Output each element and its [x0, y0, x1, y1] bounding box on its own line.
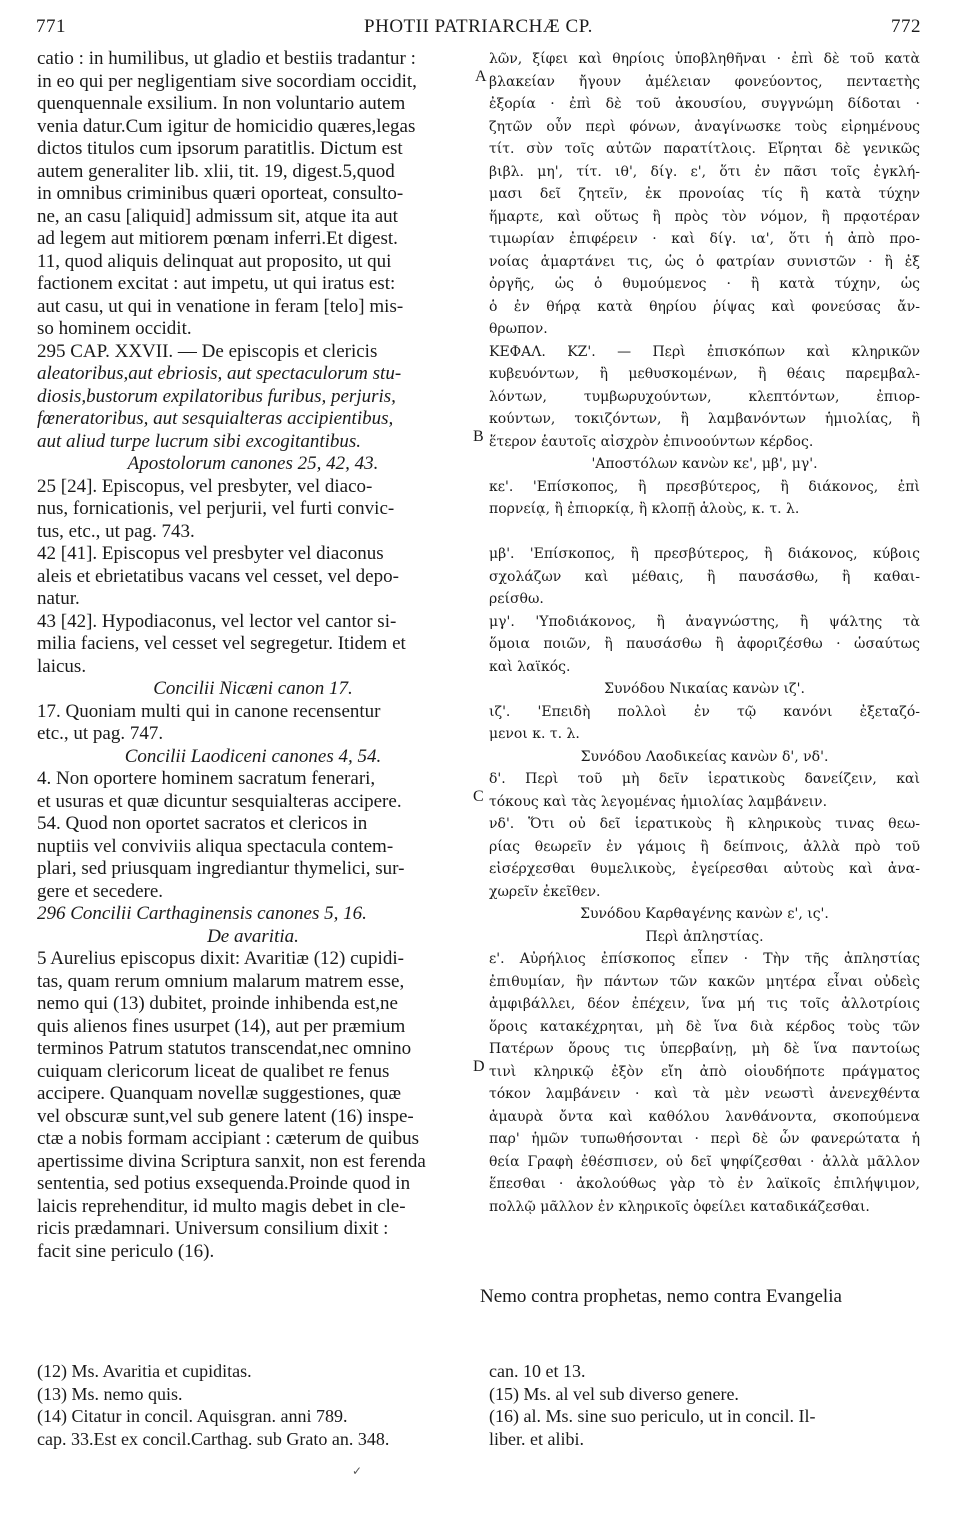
greek-line: ἕτερον ἑαυτοῖς αἰσχρὸν ἐπινοούντων κέρδος.	[489, 433, 814, 450]
greek-line: ΚΕΦΑΛ. ΚΖ'. — Περὶ ἐπισκόπων καὶ κληρικῶν	[489, 343, 920, 360]
greek-line: τόκον λαμβάνειν · καὶ τὰ μὲν νεωστὶ ἀνενεχθέντα	[489, 1086, 920, 1102]
greek-line: βλακείαν ἤγουν ἀμέλειαν φονεύοντος, πενταετὴς	[489, 73, 920, 90]
latin-line: 295 CAP. XXVII. — De episcopis et clericis	[37, 340, 378, 362]
greek-line: ρίας θεωρεῖν ἐν γάμοις ἢ δείπνοις, ἀλλὰ πρὸ τοῦ	[489, 838, 920, 855]
greek-line: 'Αποστόλων κανὼν κε', μβ', μγ'.	[591, 456, 818, 472]
latin-line: venia datur.Cum igitur de homicidio quæres,legas	[37, 115, 416, 137]
latin-line: Concilii Laodiceni canones 4, 54.	[124, 745, 382, 767]
greek-line: λῶν, ξίφει καὶ θηρίοις ὑποβληθῆναι · ἐπὶ δὲ τοῦ κατὰ	[489, 51, 920, 67]
greek-line: ὀργῆς, ὡς ὁ θυμούμενος · ἢ κατὰ τύχην, ὡς	[489, 276, 920, 292]
latin-line: aut casu, ut qui in venatione in feram [telo] mis-	[37, 295, 404, 317]
latin-line: 54. Quod non oportet sacratos et clericos in	[37, 813, 368, 834]
greek-line: κε'. 'Επίσκοπος, ἢ πρεσβύτερος, ἢ διάκονος, ἐπὶ	[489, 478, 920, 495]
latin-line: 296 Concilii Carthaginensis canones 5, 16.	[37, 903, 367, 924]
latin-line: accipere. Quanquam novellæ suggestiones, quæ	[37, 1083, 402, 1104]
greek-line: βιβλ. μη', τίτ. ιθ', δίγ. ε', ὅτι ἐν πᾶσι τοῖς ἐγκλή-	[489, 163, 920, 180]
latin-line: laicis reprehenditur, id multo magis debet in cle-	[37, 1195, 406, 1217]
latin-line: aleis et ebrietatibus vacans vel cesset, vel depo-	[37, 565, 399, 587]
latin-line: gere et secedere.	[37, 880, 164, 902]
footnote-line: (15) Ms. al vel sub diverso genere.	[489, 1383, 739, 1404]
greek-line: τιμωρίαν ἐπιφέρειν · καὶ δίγ. ια', ὅτι ἡ ἀπὸ προ-	[489, 231, 920, 247]
greek-line: ἐπιθυμίαν, ἣν πάντων τῶν κακῶν μητέρα εἶναι οὐδεὶς	[489, 973, 920, 990]
latin-line: 11, quod aliquis delinquat aut proposito, ut qui	[37, 250, 392, 272]
column-marker-c: C	[473, 788, 484, 805]
greek-line: μβ'. 'Επίσκοπος, ἢ πρεσβύτερος, ἢ διάκονος, κύβοις	[489, 546, 920, 562]
latin-line: 17. Quoniam multi qui in canone recensentur	[37, 700, 381, 722]
greek-line: Περὶ ἀπληστίας.	[645, 928, 764, 945]
latin-line: quis alienos fines usurpet (14), aut per præmium	[37, 1015, 406, 1037]
greek-line: τόκους καὶ τὰς λεγομένας ἡμιολίας λαμβάνειν.	[489, 793, 828, 810]
latin-line: cuiquam clericorum liceat de qualibet re fenus	[37, 1060, 390, 1082]
latin-line: catio : in humilibus, ut gladio et bestiis tradantur :	[37, 48, 416, 69]
footnotes-left	[37, 1360, 467, 1450]
latin-line: ad legem aut mitiorem pœnam inferri.Et digest.	[37, 228, 398, 249]
latin-line: apertissime divina Scriptura sanxit, non est ferenda	[37, 1150, 426, 1172]
latin-line: 42 [41]. Episcopus vel presbyter vel diaconus	[37, 543, 384, 564]
greek-line: ε'. Αὐρήλιος ἐπίσκοπος εἶπεν · Τὴν τῆς ἀπληστίας	[489, 951, 920, 967]
latin-line: vel obscuræ sunt,vel sub genere latent (16) inspe-	[37, 1105, 414, 1127]
column-marker-b: B	[473, 428, 484, 445]
footnote-line: (16) al. Ms. sine suo periculo, ut in concil. Il-	[489, 1406, 816, 1426]
footnote-line: (12) Ms. Avaritia et cupiditas.	[37, 1361, 252, 1381]
greek-line: ὅμοια ποιῶν, ἢ παυσάσθω ἢ ἀφοριζέσθω · ὡσαύτως	[489, 636, 920, 652]
greek-line: πολλῷ μᾶλλον ἐν κληρικοῖς ὀφείλει καταδικάζεσθαι.	[489, 1198, 870, 1215]
latin-line: plari, sed priusquam ingrediantur thymelici, sur-	[37, 858, 405, 879]
latin-column	[37, 48, 469, 1263]
latin-line: 5 Aurelius episcopus dixit: Avaritiæ (12) cupidi-	[37, 948, 404, 969]
latin-line: etc., ut pag. 747.	[37, 723, 164, 744]
footnote-line: (13) Ms. nemo quis.	[37, 1383, 183, 1404]
greek-line: δ'. Περὶ τοῦ μὴ δεῖν ἱερατικοὺς δανείζειν, καὶ	[489, 771, 920, 787]
running-header	[36, 16, 921, 46]
greek-line: ιζ'. 'Επειδὴ πολλοὶ ἐν τῷ κανόνι ἐξεταζό-	[489, 703, 920, 720]
greek-line: Συνόδου Νικαίας κανὼν ιζ'.	[604, 681, 805, 697]
greek-line: κυβευόντων, ἢ μεθυσκομένων, ἢ θέαις παρεμβαλ-	[489, 366, 920, 382]
greek-line: κούντων, τοκιζόντων, ἢ λαμβανόντων ἡμιολίας, ἢ	[489, 411, 920, 427]
greek-line: πορνείᾳ, ἢ ἐπιορκίᾳ, ἢ κλοπῇ ἁλοὺς, κ. τ. λ.	[489, 501, 800, 517]
latin-line: aut aliud turpe lucrum sibi excogitantibus.	[37, 430, 362, 452]
running-title: PHOTII PATRIARCHÆ CP.	[364, 16, 593, 37]
greek-line: ὅροις κατακέχρηται, μὴ δὲ ἵνα διὰ κέρδος τοὺς τῶν	[489, 1018, 920, 1035]
left-page-number: 771	[36, 16, 66, 37]
footnote-line: can. 10 et 13.	[489, 1361, 586, 1381]
greek-line: τίτ. σὺν τοῖς αὐτῶν παρατίτλοις. Εἴρηται δὲ γενικῶς	[489, 141, 920, 157]
latin-line: natur.	[37, 588, 80, 609]
footnote-line: liber. et alibi.	[489, 1428, 584, 1449]
greek-line: Πατέρων ὅρους τις ὑπερβαίνῃ, μὴ δὲ ἵνα παντοίως	[489, 1041, 920, 1057]
latin-line: diosis,bustorum expilatoribus furibus, perjuris,	[37, 385, 396, 407]
greek-line: ρείσθω.	[489, 591, 544, 607]
latin-line: so hominem occidit.	[37, 318, 192, 339]
greek-line: μγ'. 'Υποδιάκονος, ἢ ἀναγνώστης, ἢ ψάλτης τὰ	[489, 613, 920, 630]
footnotes-right	[489, 1360, 919, 1450]
latin-line: nuptiis vel conviviis aliqua spectacula contem-	[37, 835, 394, 857]
column-marker-a: A	[475, 68, 487, 85]
column-marker-d: D	[473, 1058, 485, 1075]
latin-line: ricis prædamnari. Universum consilium dixit :	[37, 1218, 389, 1239]
greek-line: καὶ λαϊκός.	[489, 658, 571, 675]
greek-line: ἐξορία · ἐπὶ δὲ τοῦ ἀκουσίου, συγγνώμη δίδοται ·	[489, 96, 920, 112]
latin-line: milia faciens, vel cesset vel segregetur. Itidem et	[37, 633, 406, 654]
latin-line: 25 [24]. Episcopus, vel presbyter, vel diaco-	[37, 475, 373, 497]
latin-line: et usuras et quæ dicuntur sesquialteras accipere.	[37, 790, 402, 812]
greek-line: σχολάζων καὶ μέθαις, ἢ παυσάσθω, ἢ καθαι-	[489, 568, 920, 585]
greek-line: Συνόδου Λαοδικείας κανὼν δ', νδ'.	[580, 748, 829, 765]
stray-mark: ✓	[352, 1464, 363, 1478]
greek-line: ζητῶν οὖν περὶ φόνων, ἀναγίνωσκε τοὺς εἰρημένους	[489, 118, 920, 135]
greek-column	[489, 48, 920, 1218]
greek-line: μασι δεῖ ζητεῖν, ἐκ προνοίας τίς ἢ κατὰ τύχην	[489, 186, 920, 202]
greek-line: λόντων, τυμβωρυχούντων, κλεπτόντων, ἐπιορ-	[489, 388, 920, 405]
greek-line: ἕπεσθαι · ἀκολούθως γὰρ τὸ ἐν λαϊκοῖς ἐπιλήψιμον,	[489, 1176, 920, 1192]
greek-line: εἰσέρχεσθαι θυμελικοὺς, ἐγείρεσθαι αὐτοὺς καὶ ἀνα-	[489, 861, 920, 877]
latin-line: tas, quam rerum omnium malarum matrem esse,	[37, 970, 405, 992]
greek-line: νοίας ἁμαρτάνει τις, ὡς ὁ φατρίαν συνιστῶν · ἢ ἐξ	[489, 253, 920, 270]
footnote-line: (14) Citatur in concil. Aquisgran. anni 789.	[37, 1406, 348, 1426]
greek-line: ὁ ἐν θήρᾳ κατὰ θηρίου ῥίψας καὶ φονεύσας ἄν-	[489, 298, 920, 315]
latin-line: fœneratoribus, aut sesquialteras accipientibus,	[37, 408, 394, 429]
greek-line: χωρεῖν ἐκεῖθεν.	[489, 883, 601, 900]
latin-line: terminos Patrum statutos transcendat,nec omnino	[37, 1038, 412, 1059]
latin-line: 43 [42]. Hypodiaconus, vel lector vel cantor si-	[37, 610, 397, 632]
greek-line: ἥμαρτε, καὶ οὕτως ἢ πρὸς τὸν νόμον, ἢ πρᾳοτέραν	[489, 208, 920, 225]
latin-line: autem generaliter lib. xlii, tit. 19, digest.5,quod	[37, 160, 395, 182]
greek-line: μενοι κ. τ. λ.	[489, 726, 580, 742]
greek-line: ἀμαυρὰ ὄντα καὶ καθόλου λανθάνοντα, σκοπούμενα	[489, 1108, 920, 1125]
greek-line: Συνόδου Καρθαγένης κανὼν ε', ις'.	[580, 906, 829, 922]
latin-line: in omnibus criminibus quæri oporteat, consulto-	[37, 183, 404, 204]
latin-line: Apostolorum canones 25, 42, 43.	[127, 453, 379, 474]
latin-line: factionem excitat : aut impetu, ut qui iratus est:	[37, 273, 396, 294]
latin-line: sententia, sed potius exsequenda.Proinde quod in	[37, 1173, 411, 1194]
greek-line: τινὶ κληρικῷ ἐξὸν εἴη ἀπὸ οἱουδήποτε πράγματος	[489, 1063, 920, 1080]
greek-line: παρ' ἡμῶν τυπωθήσονται · περὶ δὲ ὧν φανερώτατα ἡ	[489, 1131, 920, 1147]
latin-line: De avaritia.	[207, 925, 299, 947]
latin-line: in eo qui per negligentiam sive socordiam occidit,	[37, 70, 417, 92]
greek-line: ἀμφιβάλλει, δέον ἐπέχειν, ἵνα μή τις τοῖς ἀλλοτρίοις	[489, 996, 920, 1012]
latin-line: tus, etc., ut pag. 743.	[37, 520, 195, 542]
latin-line: facit sine periculo (16).	[37, 1240, 215, 1262]
latin-line: nus, fornicationis, vel perjurii, vel furti convic-	[37, 498, 395, 519]
latin-line: quenquennale exsilium. In non voluntario autem	[37, 93, 406, 114]
greek-line: θρωπον.	[489, 321, 548, 337]
right-page-number: 772	[891, 16, 921, 37]
footnote-line: cap. 33.Est ex concil.Carthag. sub Grato an. 348.	[37, 1428, 390, 1449]
latin-line: 4. Non oportere hominem sacratum fenerari,	[37, 768, 376, 789]
greek-line: νδ'. Ὅτι οὐ δεῖ ἱερατικοὺς ἢ κληρικοὺς τινας θεω-	[489, 816, 920, 832]
greek-line: θεία Γραφὴ ἐθέσπισεν, οὐ δεῖ ψηφίζεσθαι · ἀλλὰ μᾶλλον	[489, 1153, 920, 1170]
latin-line: laicus.	[37, 655, 87, 677]
latin-line: nemo qui (13) dubitet, proinde inhibenda est,ne	[37, 993, 398, 1014]
greek-line	[489, 521, 920, 544]
latin-line: aleatoribus,aut ebriosis, aut spectaculorum stu-	[37, 363, 402, 384]
latin-continuation-line: Nemo contra prophetas, nemo contra Evangelia	[480, 1286, 842, 1307]
latin-line: ctæ a nobis formam accipiant : cæterum de quibus	[37, 1128, 420, 1149]
latin-line: dictos titulos cum ipsorum paratitlis. Dictum est	[37, 138, 403, 159]
latin-line: Concilii Nicæni canon 17.	[153, 678, 353, 699]
latin-line: ne, an casu [aliquid] admissum sit, atque ita aut	[37, 205, 398, 227]
